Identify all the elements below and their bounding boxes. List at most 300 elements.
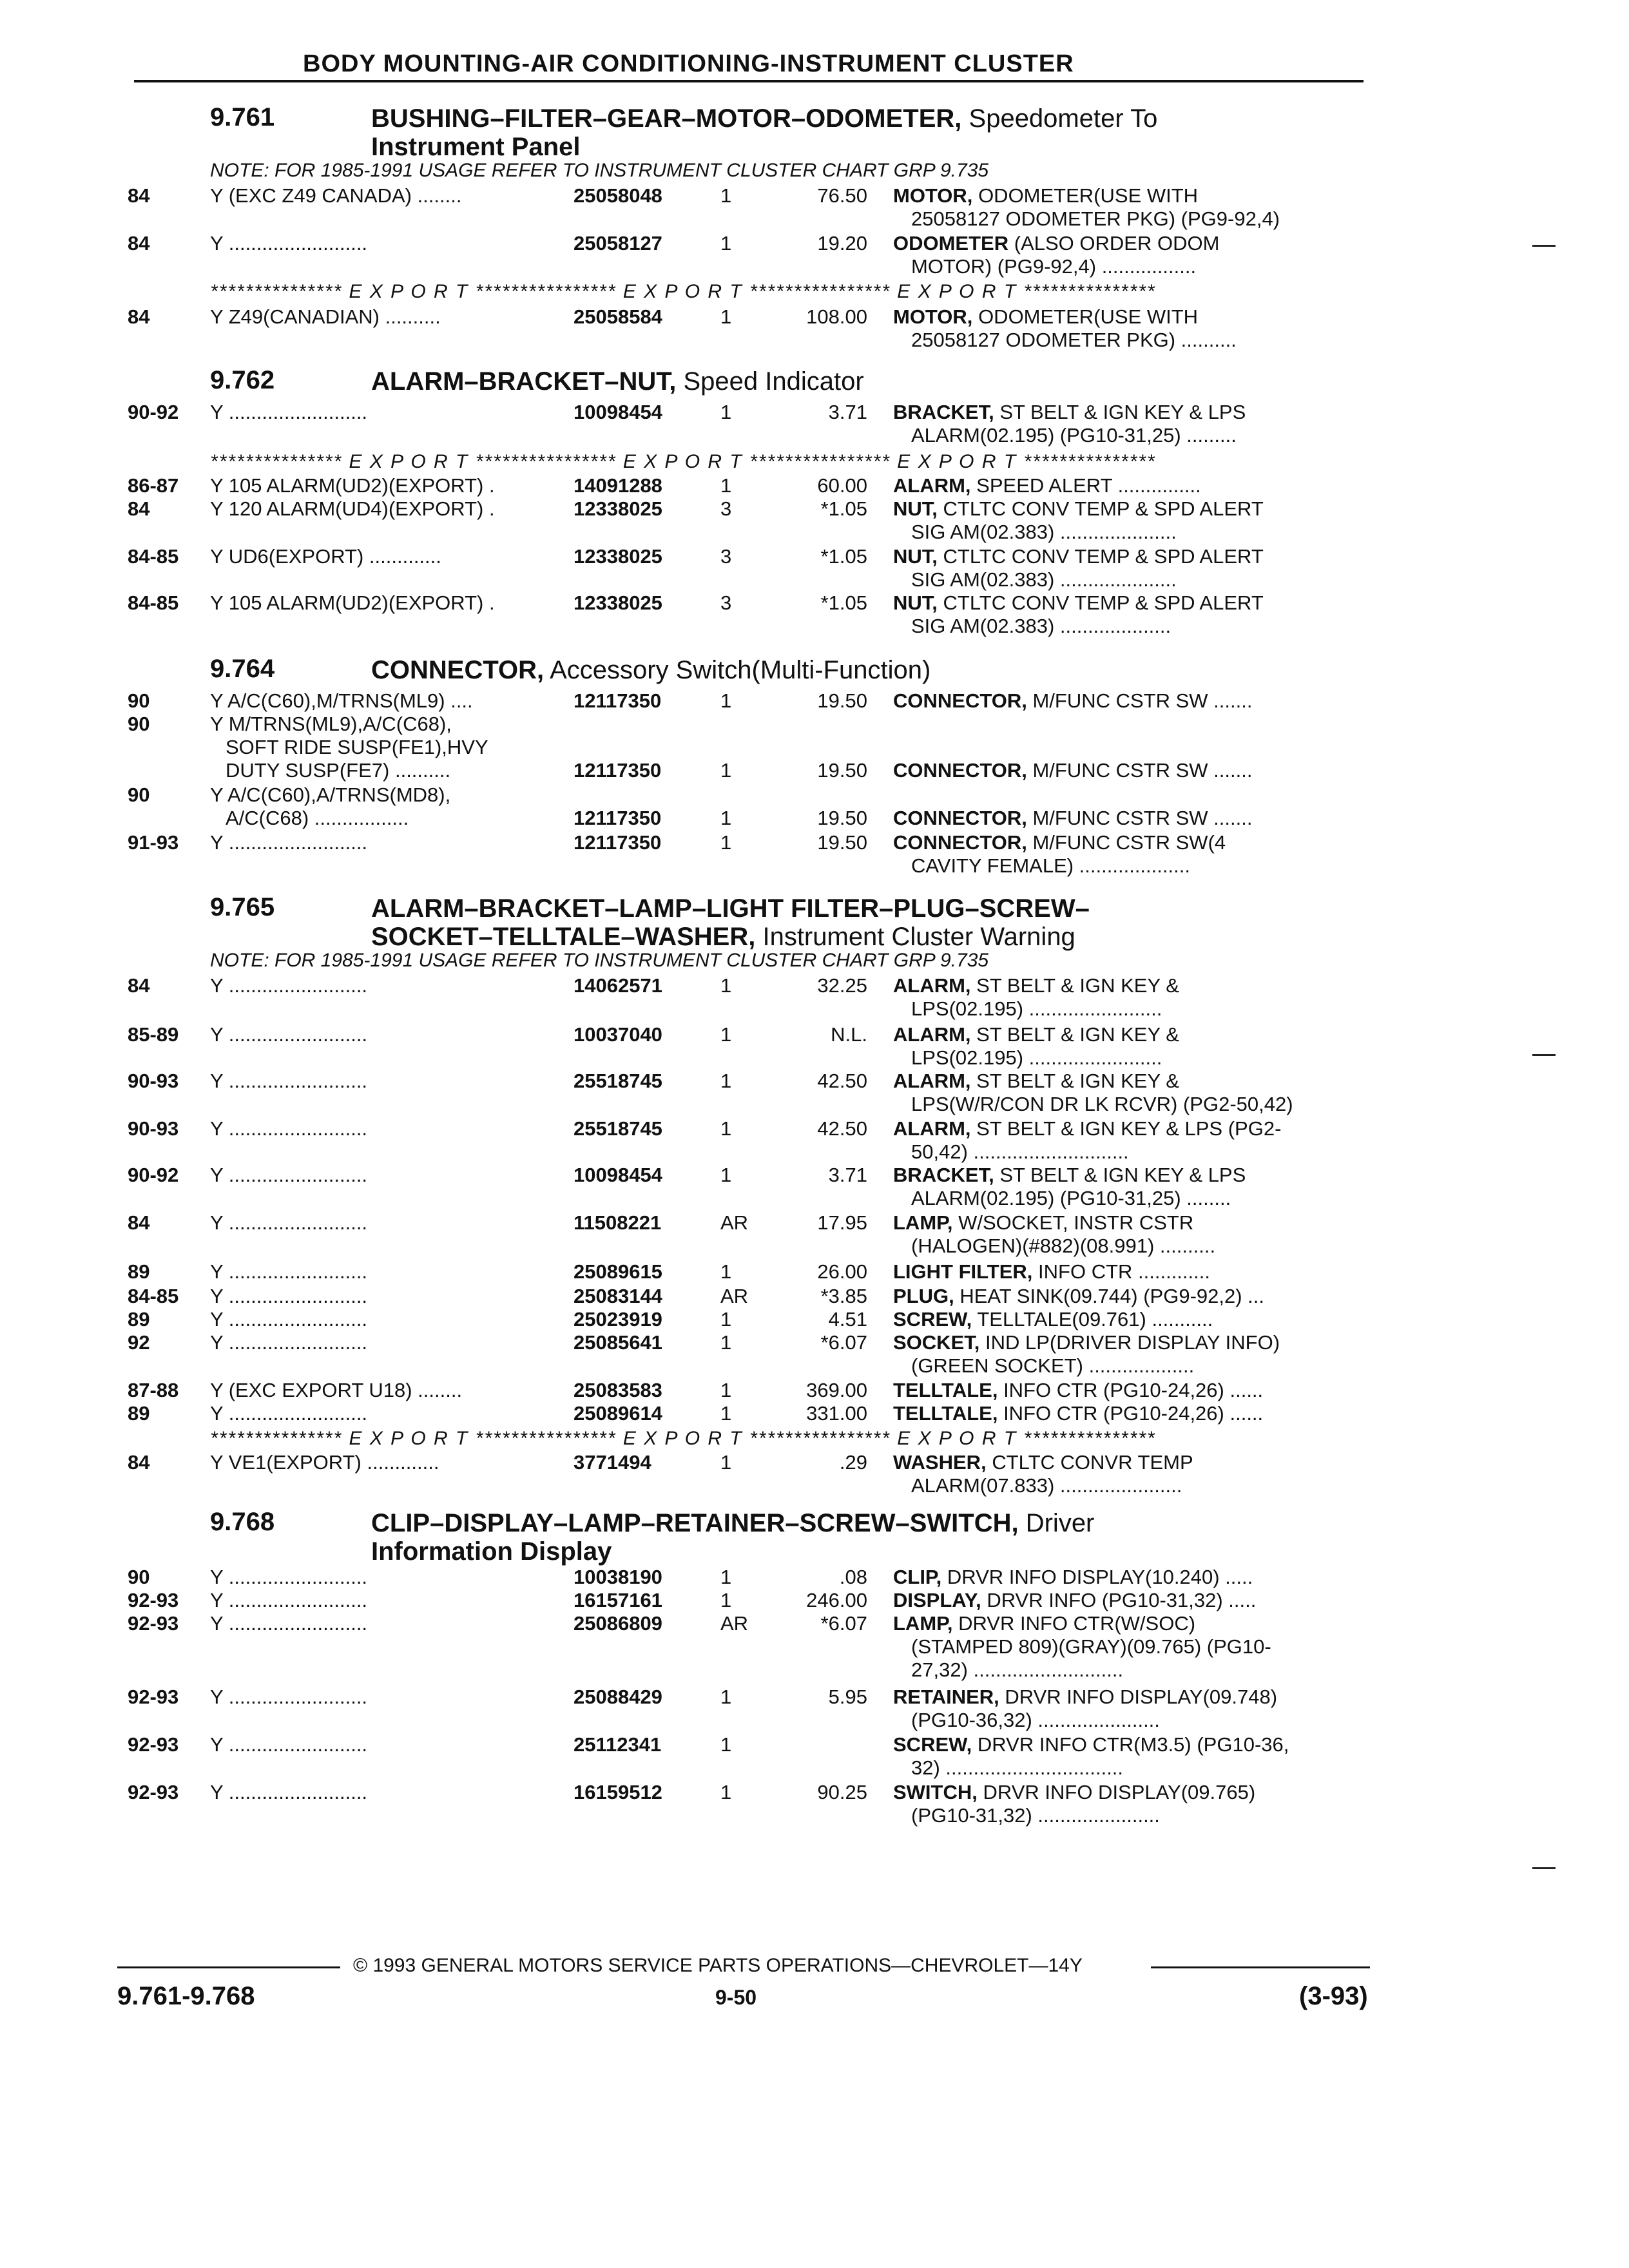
quantity: 1 xyxy=(720,1070,732,1092)
quantity: 3 xyxy=(720,497,732,520)
part-name xyxy=(893,1164,1246,1187)
part-name-bold: TELLTALE, xyxy=(893,1402,998,1425)
part-name xyxy=(893,807,1252,830)
part-number: 25083144 xyxy=(574,1285,662,1307)
usage-description: Y ......................... xyxy=(210,831,368,854)
part-row xyxy=(0,689,1629,713)
section-number: 9.768 xyxy=(210,1508,275,1536)
part-name-continued: 25058127 ODOMETER PKG) (PG9-92,4) xyxy=(911,207,1280,230)
usage-description: Y ......................... xyxy=(210,1612,368,1635)
usage-description: Y UD6(EXPORT) ............. xyxy=(210,545,441,568)
quantity: AR xyxy=(720,1612,749,1635)
part-row xyxy=(0,401,1629,447)
part-row xyxy=(0,305,1629,352)
part-name-bold: NUT, xyxy=(893,497,938,520)
footer-copyright: © 1993 GENERAL MOTORS SERVICE PARTS OPERATIONS—CHEVROLET—14Y xyxy=(353,1955,1083,1976)
part-name xyxy=(893,401,1246,424)
price: 246.00 xyxy=(806,1589,867,1611)
part-row xyxy=(0,1331,1629,1378)
part-name-detail: CTLTC CONV TEMP & SPD ALERT xyxy=(943,497,1264,520)
part-name-continued: SIG AM(02.383) ..................... xyxy=(911,568,1177,591)
model-year: 91-93 xyxy=(128,831,179,854)
model-year: 90-92 xyxy=(128,1164,179,1186)
quantity: 1 xyxy=(720,759,732,782)
part-name-bold: CONNECTOR, xyxy=(893,831,1027,854)
quantity: 1 xyxy=(720,1781,732,1803)
part-name-continued: ALARM(07.833) ...................... xyxy=(911,1474,1182,1497)
usage-description: Y ......................... xyxy=(210,1308,368,1331)
part-row xyxy=(0,1733,1629,1780)
part-number: 25518745 xyxy=(574,1117,662,1140)
part-name-detail: M/FUNC CSTR SW(4 xyxy=(1032,831,1226,854)
part-name-detail: M/FUNC CSTR SW ....... xyxy=(1032,689,1253,712)
quantity: 1 xyxy=(720,232,732,255)
part-name-detail: INFO CTR (PG10-24,26) ...... xyxy=(1003,1379,1264,1401)
part-name-continued: (PG10-31,32) ...................... xyxy=(911,1804,1160,1827)
section-title-rest: Speed Indicator xyxy=(683,367,864,396)
section-title-line2: Instrument Panel xyxy=(371,133,581,161)
part-number: 3771494 xyxy=(574,1451,651,1474)
part-row xyxy=(0,713,1629,782)
part-name-detail: TELLTALE(09.761) ........... xyxy=(977,1308,1213,1331)
quantity: 1 xyxy=(720,807,732,829)
section-title-line2: Information Display xyxy=(371,1537,612,1566)
usage-description: Y ......................... xyxy=(210,1402,368,1425)
quantity: 1 xyxy=(720,1331,732,1354)
part-name-bold: CONNECTOR, xyxy=(893,689,1027,712)
part-name xyxy=(893,1308,1213,1331)
part-number: 10098454 xyxy=(574,1164,662,1186)
part-name-continued: SIG AM(02.383) ..................... xyxy=(911,521,1177,543)
part-name xyxy=(893,305,1198,329)
model-year: 92-93 xyxy=(128,1686,179,1708)
price: 19.50 xyxy=(817,831,867,854)
part-name-detail: ST BELT & IGN KEY & LPS xyxy=(999,1164,1246,1186)
part-number: 14062571 xyxy=(574,974,662,997)
part-name-detail: INFO CTR (PG10-24,26) ...... xyxy=(1003,1402,1264,1425)
section-title-bold: CLIP–DISPLAY–LAMP–RETAINER–SCREW–SWITCH, xyxy=(371,1509,1019,1537)
part-name xyxy=(893,759,1252,782)
model-year: 84 xyxy=(128,305,150,328)
model-year: 84 xyxy=(128,1211,150,1234)
price: 17.95 xyxy=(817,1211,867,1234)
price: 19.50 xyxy=(817,807,867,829)
part-name-detail: CTLTC CONV TEMP & SPD ALERT xyxy=(943,545,1264,568)
part-name xyxy=(893,545,1264,568)
part-row xyxy=(0,1023,1629,1070)
part-name-bold: NUT, xyxy=(893,545,938,568)
part-name xyxy=(893,1070,1179,1093)
price: .29 xyxy=(839,1451,867,1474)
quantity: 1 xyxy=(720,1686,732,1708)
part-number: 25112341 xyxy=(574,1733,662,1756)
part-name-detail: DRVR INFO (PG10-31,32) ..... xyxy=(987,1589,1257,1611)
part-name-continued: SIG AM(02.383) .................... xyxy=(911,615,1171,637)
part-name xyxy=(893,474,1201,497)
quantity: 3 xyxy=(720,591,732,614)
part-name xyxy=(893,1733,1289,1756)
part-name-bold: LAMP, xyxy=(893,1211,953,1234)
part-name-detail: CTLTC CONV TEMP & SPD ALERT xyxy=(943,591,1264,614)
part-name-bold: MOTOR, xyxy=(893,305,973,328)
part-name-detail: IND LP(DRIVER DISPLAY INFO) xyxy=(985,1331,1280,1354)
part-name-continued: MOTOR) (PG9-92,4) ................. xyxy=(911,255,1197,278)
part-name-continued: (HALOGEN)(#882)(08.991) .......... xyxy=(911,1235,1216,1257)
section-title-line2-rest: Instrument Cluster Warning xyxy=(762,923,1075,951)
part-name-continued: (GREEN SOCKET) ................... xyxy=(911,1354,1195,1377)
part-name xyxy=(893,1589,1256,1612)
quantity: 1 xyxy=(720,1402,732,1425)
part-name-bold: PLUG, xyxy=(893,1285,954,1307)
section-title-line2-bold: SOCKET–TELLTALE–WASHER, xyxy=(371,923,756,951)
model-year: 90 xyxy=(128,783,150,806)
price: 60.00 xyxy=(817,474,867,497)
usage-description: Y (EXC Z49 CANADA) ........ xyxy=(210,184,462,207)
model-year: 92 xyxy=(128,1331,150,1354)
part-name xyxy=(893,232,1219,255)
section-title-rest: Driver xyxy=(1025,1509,1095,1537)
model-year: 90 xyxy=(128,689,150,712)
quantity: 1 xyxy=(720,1733,732,1756)
footer-date: (3-93) xyxy=(1299,1982,1368,2010)
part-name-bold: NUT, xyxy=(893,591,938,614)
price: 369.00 xyxy=(806,1379,867,1401)
part-name-detail: M/FUNC CSTR SW ....... xyxy=(1032,807,1253,829)
part-name xyxy=(893,689,1252,713)
section-title xyxy=(371,1509,1094,1566)
usage-description: Y ......................... xyxy=(210,1566,368,1588)
part-row xyxy=(0,545,1629,591)
part-name-detail: DRVR INFO DISPLAY(09.748) xyxy=(1005,1686,1278,1708)
margin-mark xyxy=(1532,245,1556,247)
model-year: 92-93 xyxy=(128,1612,179,1635)
part-number: 10037040 xyxy=(574,1023,662,1046)
price: 76.50 xyxy=(817,184,867,207)
model-year: 92-93 xyxy=(128,1733,179,1756)
model-year: 89 xyxy=(128,1260,150,1283)
usage-description: Y ......................... xyxy=(210,1781,368,1803)
usage-description: Y M/TRNS(ML9),A/C(C68), xyxy=(210,713,452,735)
export-banner: *************** E X P O R T **************** E X P O R T **************** E X P O R T *************** xyxy=(210,451,1156,472)
part-row xyxy=(0,1260,1629,1283)
part-name-bold: SWITCH, xyxy=(893,1781,978,1803)
part-number: 25088429 xyxy=(574,1686,662,1708)
price: *6.07 xyxy=(820,1612,867,1635)
model-year: 89 xyxy=(128,1308,150,1331)
price: 90.25 xyxy=(817,1781,867,1803)
part-number: 25058048 xyxy=(574,184,662,207)
part-name-bold: BRACKET, xyxy=(893,1164,994,1186)
part-name xyxy=(893,974,1179,997)
part-name-continued: LPS(02.195) ........................ xyxy=(911,1046,1162,1069)
part-row xyxy=(0,474,1629,497)
part-name-continued: ALARM(02.195) (PG10-31,25) ........ xyxy=(911,1187,1231,1209)
footer-rule-right xyxy=(1151,1966,1370,1968)
model-year: 85-89 xyxy=(128,1023,179,1046)
part-number: 11508221 xyxy=(574,1211,662,1234)
part-name xyxy=(893,1686,1277,1709)
margin-mark xyxy=(1532,1054,1556,1056)
model-year: 90-93 xyxy=(128,1070,179,1092)
part-number: 12338025 xyxy=(574,497,662,520)
quantity: 1 xyxy=(720,1117,732,1140)
model-year: 90 xyxy=(128,1566,150,1588)
part-name-detail: ST BELT & IGN KEY & LPS xyxy=(999,401,1246,423)
part-name-continued: ALARM(02.195) (PG10-31,25) ......... xyxy=(911,424,1237,447)
model-year: 90-93 xyxy=(128,1117,179,1140)
usage-description: Y ......................... xyxy=(210,1285,368,1307)
export-banner: *************** E X P O R T **************** E X P O R T **************** E X P O R T *************** xyxy=(210,281,1156,302)
part-row xyxy=(0,1612,1629,1682)
model-year: 84-85 xyxy=(128,545,179,568)
footer-rule-left xyxy=(117,1966,340,1968)
quantity: 1 xyxy=(720,184,732,207)
part-name-bold: SOCKET, xyxy=(893,1331,980,1354)
price: 4.51 xyxy=(828,1308,867,1331)
part-name-detail: DRVR INFO DISPLAY(09.765) xyxy=(983,1781,1256,1803)
part-name xyxy=(893,1781,1255,1804)
model-year: 84 xyxy=(128,1451,150,1474)
usage-description: Y Z49(CANADIAN) .......... xyxy=(210,305,441,328)
part-name-bold: MOTOR, xyxy=(893,184,973,207)
quantity: 1 xyxy=(720,1379,732,1401)
usage-description: Y 120 ALARM(UD4)(EXPORT) . xyxy=(210,497,495,520)
part-number: 12117350 xyxy=(574,689,662,712)
section-title xyxy=(371,894,1090,951)
part-name xyxy=(893,1211,1193,1235)
part-name-bold: RETAINER, xyxy=(893,1686,999,1708)
part-name-bold: ALARM, xyxy=(893,1070,971,1092)
part-number: 25058584 xyxy=(574,305,662,328)
quantity: 1 xyxy=(720,1260,732,1283)
footer-page-number: 9-50 xyxy=(715,1986,757,2009)
part-name-bold: ODOMETER xyxy=(893,232,1009,255)
part-row xyxy=(0,591,1629,638)
price: 5.95 xyxy=(828,1686,867,1708)
part-name-bold: TELLTALE, xyxy=(893,1379,998,1401)
quantity: 1 xyxy=(720,305,732,328)
part-name-bold: DISPLAY, xyxy=(893,1589,981,1611)
part-row xyxy=(0,831,1629,878)
part-row xyxy=(0,1781,1629,1827)
price: N.L. xyxy=(831,1023,867,1046)
part-name-detail: ST BELT & IGN KEY & LPS (PG2- xyxy=(976,1117,1282,1140)
part-name-continued: LPS(W/R/CON DR LK RCVR) (PG2-50,42) xyxy=(911,1093,1293,1115)
part-name-bold: SCREW, xyxy=(893,1733,972,1756)
usage-description: Y ......................... xyxy=(210,1164,368,1186)
section-title-bold: BUSHING–FILTER–GEAR–MOTOR–ODOMETER, xyxy=(371,104,962,133)
price: *6.07 xyxy=(820,1331,867,1354)
model-year: 84-85 xyxy=(128,1285,179,1307)
part-number: 25518745 xyxy=(574,1070,662,1092)
part-number: 25089615 xyxy=(574,1260,662,1283)
quantity: AR xyxy=(720,1285,749,1307)
price: *3.85 xyxy=(820,1285,867,1307)
usage-description: SOFT RIDE SUSP(FE1),HVY xyxy=(226,736,488,758)
usage-description: DUTY SUSP(FE7) .......... xyxy=(226,759,451,782)
part-row xyxy=(0,783,1629,830)
price: 42.50 xyxy=(817,1070,867,1092)
usage-description: Y (EXC EXPORT U18) ........ xyxy=(210,1379,463,1401)
part-name-detail: INFO CTR ............. xyxy=(1038,1260,1210,1283)
part-name-detail: HEAT SINK(09.744) (PG9-92,2) ... xyxy=(959,1285,1265,1307)
part-name-bold: ALARM, xyxy=(893,1117,971,1140)
page-header-title: BODY MOUNTING-AIR CONDITIONING-INSTRUMENT CLUSTER xyxy=(303,50,1074,77)
usage-description: Y A/C(C60),M/TRNS(ML9) .... xyxy=(210,689,473,712)
part-number: 12117350 xyxy=(574,831,662,854)
model-year: 84 xyxy=(128,974,150,997)
part-name-detail: ODOMETER(USE WITH xyxy=(978,305,1199,328)
part-row xyxy=(0,1070,1629,1116)
usage-description: Y ......................... xyxy=(210,1686,368,1708)
model-year: 92-93 xyxy=(128,1781,179,1803)
part-row xyxy=(0,1566,1629,1589)
section-note: NOTE: FOR 1985-1991 USAGE REFER TO INSTRUMENT CLUSTER CHART GRP 9.735 xyxy=(210,160,989,181)
part-number: 12117350 xyxy=(574,807,662,829)
part-row xyxy=(0,1402,1629,1425)
model-year: 84 xyxy=(128,232,150,255)
quantity: 1 xyxy=(720,1451,732,1474)
section-note: NOTE: FOR 1985-1991 USAGE REFER TO INSTRUMENT CLUSTER CHART GRP 9.735 xyxy=(210,950,989,971)
section-title xyxy=(371,656,930,684)
part-name-bold: CONNECTOR, xyxy=(893,759,1027,782)
usage-description: Y ......................... xyxy=(210,1211,368,1234)
part-number: 25023919 xyxy=(574,1308,662,1331)
part-number: 25086809 xyxy=(574,1612,662,1635)
part-name-continued: LPS(02.195) ........................ xyxy=(911,997,1162,1020)
model-year: 90-92 xyxy=(128,401,179,423)
part-row xyxy=(0,1589,1629,1612)
price: .08 xyxy=(839,1566,867,1588)
part-name xyxy=(893,1023,1179,1046)
price: 331.00 xyxy=(806,1402,867,1425)
part-number: 12338025 xyxy=(574,591,662,614)
usage-description: Y ......................... xyxy=(210,401,368,423)
part-name xyxy=(893,831,1226,854)
part-name xyxy=(893,1612,1195,1635)
quantity: 1 xyxy=(720,1308,732,1331)
part-number: 12117350 xyxy=(574,759,662,782)
part-name-detail: M/FUNC CSTR SW ....... xyxy=(1032,759,1253,782)
part-name-continued: CAVITY FEMALE) .................... xyxy=(911,854,1190,877)
part-number: 14091288 xyxy=(574,474,662,497)
model-year: 87-88 xyxy=(128,1379,179,1401)
section-title-rest: Speedometer To xyxy=(969,104,1158,133)
usage-description: Y 105 ALARM(UD2)(EXPORT) . xyxy=(210,591,495,614)
part-row xyxy=(0,232,1629,278)
usage-description: Y ......................... xyxy=(210,232,368,255)
part-name-bold: ALARM, xyxy=(893,1023,971,1046)
price: 3.71 xyxy=(828,1164,867,1186)
part-number: 16159512 xyxy=(574,1781,662,1803)
model-year: 90 xyxy=(128,713,150,735)
part-row xyxy=(0,1117,1629,1164)
usage-description: Y ......................... xyxy=(210,1117,368,1140)
model-year: 92-93 xyxy=(128,1589,179,1611)
price: 42.50 xyxy=(817,1117,867,1140)
part-name xyxy=(893,591,1264,615)
part-name xyxy=(893,1285,1264,1308)
part-name xyxy=(893,1331,1280,1354)
usage-description: Y A/C(C60),A/TRNS(MD8), xyxy=(210,783,451,806)
part-number: 25083583 xyxy=(574,1379,662,1401)
quantity: AR xyxy=(720,1211,749,1234)
price: *1.05 xyxy=(820,497,867,520)
part-name-continued: 32) ................................ xyxy=(911,1756,1124,1779)
part-name xyxy=(893,1402,1263,1425)
price: *1.05 xyxy=(820,545,867,568)
model-year: 86-87 xyxy=(128,474,179,497)
quantity: 1 xyxy=(720,1566,732,1588)
part-name-continued: 25058127 ODOMETER PKG) .......... xyxy=(911,329,1237,351)
part-row xyxy=(0,1285,1629,1308)
part-row xyxy=(0,497,1629,544)
usage-description: Y ......................... xyxy=(210,1589,368,1611)
part-name-bold: ALARM, xyxy=(893,974,971,997)
part-row xyxy=(0,1451,1629,1497)
section-number: 9.761 xyxy=(210,103,275,131)
part-name xyxy=(893,1260,1210,1283)
usage-description: Y ......................... xyxy=(210,1733,368,1756)
price: 19.50 xyxy=(817,689,867,712)
part-number: 25058127 xyxy=(574,232,662,255)
part-name-bold: WASHER, xyxy=(893,1451,987,1474)
part-name-continued: 50,42) ............................ xyxy=(911,1140,1129,1163)
part-row xyxy=(0,1379,1629,1402)
usage-description: Y ......................... xyxy=(210,974,368,997)
section-title-bold: ALARM–BRACKET–NUT, xyxy=(371,367,677,396)
model-year: 84-85 xyxy=(128,591,179,614)
part-name-bold: ALARM, xyxy=(893,474,971,497)
part-name-bold: CLIP, xyxy=(893,1566,942,1588)
quantity: 1 xyxy=(720,1164,732,1186)
price: 32.25 xyxy=(817,974,867,997)
part-name-detail: DRVR INFO DISPLAY(10.240) ..... xyxy=(947,1566,1253,1588)
part-name-bold: BRACKET, xyxy=(893,401,994,423)
quantity: 1 xyxy=(720,974,732,997)
margin-mark xyxy=(1532,1867,1556,1869)
part-name-detail: DRVR INFO CTR(M3.5) (PG10-36, xyxy=(977,1733,1289,1756)
part-row xyxy=(0,1164,1629,1210)
part-number: 12338025 xyxy=(574,545,662,568)
price: 26.00 xyxy=(817,1260,867,1283)
part-name xyxy=(893,184,1198,207)
quantity: 1 xyxy=(720,1589,732,1611)
part-name-detail: ST BELT & IGN KEY & xyxy=(976,974,1179,997)
part-name-bold: LIGHT FILTER, xyxy=(893,1260,1033,1283)
part-row xyxy=(0,974,1629,1021)
model-year: 84 xyxy=(128,497,150,520)
price: 19.50 xyxy=(817,759,867,782)
part-number: 10038190 xyxy=(574,1566,662,1588)
quantity: 1 xyxy=(720,474,732,497)
part-row xyxy=(0,1686,1629,1732)
usage-description: Y ......................... xyxy=(210,1260,368,1283)
quantity: 1 xyxy=(720,689,732,712)
part-number: 16157161 xyxy=(574,1589,662,1611)
price: 3.71 xyxy=(828,401,867,423)
quantity: 1 xyxy=(720,831,732,854)
footer-range: 9.761-9.768 xyxy=(117,1982,255,2010)
usage-description: Y 105 ALARM(UD2)(EXPORT) . xyxy=(210,474,495,497)
quantity: 1 xyxy=(720,401,732,423)
part-name xyxy=(893,1566,1253,1589)
quantity: 3 xyxy=(720,545,732,568)
header-rule xyxy=(134,80,1364,82)
part-row xyxy=(0,1211,1629,1258)
part-row xyxy=(0,184,1629,231)
part-name-detail: ST BELT & IGN KEY & xyxy=(976,1070,1179,1092)
